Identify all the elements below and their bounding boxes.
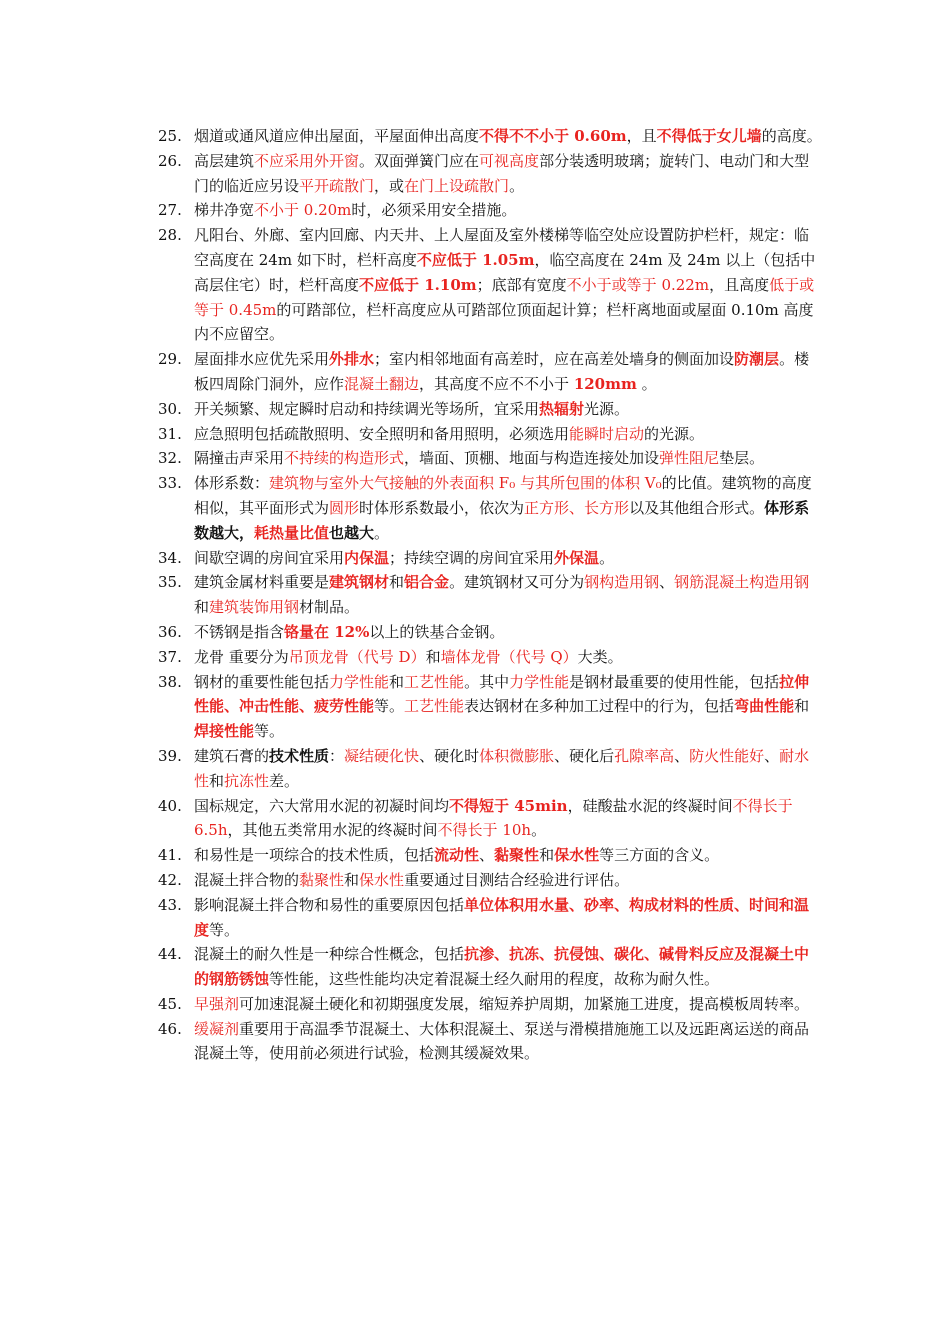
item-highlight: 低于或等于 0.45m — [194, 275, 815, 319]
item-highlight: 抗渗、抗冻、抗侵蚀、碳化、碱骨料反应及混凝土中的钢筋锈蚀 — [194, 945, 810, 989]
item-highlight: 不得长于 10h — [437, 821, 532, 840]
item-text: 建筑石膏的 — [194, 746, 270, 765]
item-highlight: 力学性能 — [329, 672, 390, 691]
item-text: 。 — [599, 548, 615, 567]
item-text: 表达钢材在多种加工过程中的行为，包括 — [464, 697, 735, 716]
item-text: 隔撞击声采用 — [194, 449, 285, 468]
item-highlight: 防潮层 — [734, 350, 780, 369]
list-item — [158, 149, 822, 199]
item-highlight: 拉伸性能、冲击性能、疲劳性能 — [194, 672, 810, 716]
item-number: 29. — [158, 350, 182, 369]
item-highlight: 单位体积用水量、砂率、构成材料的性质、时间和温度 — [194, 895, 810, 939]
item-text: 和 — [389, 672, 405, 691]
item-number: 34. — [158, 548, 182, 567]
item-text: 重要用于高温季节混凝土、大体积混凝土、泵送与滑模措施施工以及远距离运送的商品混凝土等，使用前必须进行试验，检测其缓凝效果。 — [194, 1019, 810, 1063]
item-text: 和 — [425, 647, 441, 666]
list-item — [158, 744, 822, 794]
item-text: ，且 — [626, 127, 657, 145]
item-number: 30. — [158, 399, 182, 418]
item-highlight: 在门上设疏散门 — [404, 176, 510, 195]
item-text: 建筑金属材料重要是 — [194, 573, 330, 592]
item-number: 43. — [158, 895, 182, 914]
item-text: 钢材的重要性能包括 — [194, 672, 330, 691]
item-text: ，硅酸盐水泥的终凝时间 — [567, 796, 733, 815]
item-highlight: 工艺性能 — [404, 672, 465, 691]
item-text: 。 — [636, 374, 657, 393]
item-text: 的光源。 — [644, 424, 705, 443]
list-item — [158, 422, 822, 447]
item-highlight: 弯曲性能 — [734, 697, 795, 716]
item-highlight: 体积微膨胀 — [479, 746, 555, 765]
item-highlight: 外排水 — [329, 350, 375, 369]
item-text: 、 — [674, 746, 690, 765]
item-highlight: 孔隙率高 — [614, 746, 675, 765]
item-highlight: 不应低于 1.10m — [359, 275, 477, 294]
item-text: 差。 — [269, 771, 300, 790]
item-text: ： — [329, 746, 345, 765]
item-text: 、 — [659, 573, 675, 592]
item-highlight: 热辐射 — [539, 399, 585, 418]
item-text: ，临空高度在 24m 及 24m 以上（包括中高层住宅）时，栏杆高度 — [194, 250, 816, 294]
item-highlight: 墙体龙骨（代号 Q） — [440, 647, 578, 666]
item-text: 等性能，这些性能均决定着混凝土经久耐用的程度，故称为耐久性。 — [269, 970, 720, 989]
item-number: 36. — [158, 622, 182, 641]
item-text: 以上的铁基合金钢。 — [369, 622, 505, 641]
item-text: 等。 — [374, 697, 405, 716]
item-text: 凡阳台、外廊、室内回廊、内天井、上人屋面及室外楼梯等临空处应设置防护栏杆，规定：临空高度在 24m 如下时，栏杆高度 — [194, 226, 810, 269]
list-item — [158, 223, 822, 347]
list-item — [158, 843, 822, 868]
list-item — [158, 992, 822, 1017]
item-text: ，墙面、顶棚、地面与构造连接处加设 — [404, 449, 660, 468]
list-item — [158, 942, 822, 992]
item-text: 影响混凝土拌合物和易性的重要原因包括 — [194, 895, 465, 914]
list-item — [158, 893, 822, 943]
item-text: 应急照明包括疏散照明、安全照明和备用照明，必须选用 — [194, 424, 570, 443]
item-text: 的比值。建筑物的高度相似，其平面形式为 — [194, 474, 812, 517]
list-item — [158, 471, 822, 545]
item-text: 混凝土的耐久性是一种综合性概念，包括 — [194, 945, 465, 964]
item-number: 28. — [158, 226, 182, 245]
item-highlight: 钢筋混凝土构造用钢 — [674, 573, 810, 592]
item-highlight: 不得长于 6.5h — [194, 796, 793, 840]
item-text: 等。 — [209, 920, 240, 939]
item-text: ；室内相邻地面有高差时，应在高差处墙身的侧面加设 — [374, 350, 735, 369]
item-text: 和 — [539, 846, 555, 865]
item-highlight: 混凝土翻边 — [344, 374, 420, 393]
item-highlight: 不持续的构造形式 — [284, 449, 405, 468]
item-text: 和 — [389, 573, 405, 592]
item-text: 梯井净宽 — [194, 201, 255, 220]
item-number: 33. — [158, 474, 182, 493]
item-text: 。双面弹簧门应在 — [359, 151, 480, 170]
item-highlight: 体形系数越大， — [194, 498, 810, 542]
item-text: 以及其他组合形式。 — [629, 498, 765, 517]
item-highlight: 不应低于 1.05m — [416, 250, 535, 269]
item-number: 35. — [158, 573, 182, 592]
item-highlight: 铬量在 12% — [284, 622, 370, 641]
item-text: ；底部有宽度 — [476, 275, 567, 294]
item-text: 屋面排水应优先采用 — [194, 350, 330, 369]
list-item — [158, 124, 822, 149]
item-highlight: 凝结硬化快 — [344, 746, 420, 765]
item-highlight: 力学性能 — [509, 672, 570, 691]
item-text: 等。 — [254, 722, 285, 741]
item-highlight: 耗热量比值 — [254, 523, 330, 542]
item-text: 开关频繁、规定瞬时启动和持续调光等场所，宜采用 — [194, 399, 540, 418]
item-text: 国标规定，六大常用水泥的初凝时间均 — [194, 796, 450, 815]
item-number: 40. — [158, 796, 182, 815]
item-highlight: 铝合金 — [404, 573, 450, 592]
item-highlight: 可视高度 — [479, 151, 540, 170]
list-item — [158, 670, 822, 744]
item-number: 46. — [158, 1019, 182, 1038]
numbered-list — [158, 124, 822, 1066]
item-text: 是钢材最重要的使用性能，包括 — [569, 672, 780, 691]
item-number: 42. — [158, 870, 182, 889]
item-highlight: 防火性能好 — [689, 746, 765, 765]
item-text: 、 — [479, 846, 495, 865]
item-highlight: 保水性 — [359, 870, 405, 889]
item-text: 垫层。 — [719, 449, 765, 468]
item-text: 高层建筑 — [194, 151, 255, 170]
item-highlight: 不应采用外开窗 — [254, 151, 360, 170]
item-highlight: 建筑物与室外大气接触的外表面积 F₀ 与其所包围的体积 V₀ — [269, 474, 662, 493]
item-text: 龙骨 重要分为 — [194, 647, 289, 666]
item-text: 部分装透明玻璃；旋转门、电动门和大型门的临近应另设 — [194, 151, 810, 195]
item-text: ，其高度不应不不小于 — [419, 374, 574, 393]
item-text: 时，必须采用安全措施。 — [351, 201, 517, 220]
item-highlight: 内保温 — [344, 548, 390, 567]
item-highlight: 120mm — [573, 374, 637, 393]
item-text: 和 — [209, 771, 225, 790]
item-highlight: 黏聚性 — [299, 870, 345, 889]
item-text: 的可踏部位，栏杆高度应从可踏部位顶面起计算；栏杆离地面或屋面 0.10m 高度内不应留空。 — [194, 300, 814, 344]
item-number: 27. — [158, 201, 182, 220]
item-text: 光源。 — [584, 399, 630, 418]
item-text: 、硬化后 — [554, 746, 615, 765]
item-highlight: 也越大 — [329, 523, 375, 542]
item-highlight: 不得短于 45min — [449, 796, 568, 815]
item-highlight: 不得低于女儿墙 — [656, 127, 762, 145]
item-highlight: 吊顶龙骨（代号 D） — [288, 647, 426, 666]
item-text: ，或 — [374, 176, 405, 195]
item-text: 。 — [509, 176, 525, 195]
item-number: 31. — [158, 424, 182, 443]
list-item — [158, 546, 822, 571]
item-highlight: 钢构造用钢 — [584, 573, 660, 592]
item-text: 。 — [374, 523, 390, 542]
item-text: ，其他五类常用水泥的终凝时间 — [227, 821, 438, 840]
item-highlight: 焊接性能 — [194, 722, 255, 741]
item-highlight: 耐水性 — [194, 746, 810, 790]
item-text: 。楼板四周除门洞外，应作 — [194, 350, 810, 393]
item-highlight: 圆形 — [329, 498, 360, 517]
item-highlight: 弹性阻尼 — [659, 449, 720, 468]
list-item — [158, 645, 822, 670]
item-highlight: 技术性质 — [269, 746, 330, 765]
item-highlight: 黏聚性 — [494, 846, 540, 865]
item-text: ；持续空调的房间宜采用 — [389, 548, 555, 567]
list-item — [158, 620, 822, 645]
item-highlight: 外保温 — [554, 548, 600, 567]
item-text: 大类。 — [577, 647, 623, 666]
item-number: 39. — [158, 746, 182, 765]
item-text: 。 — [531, 821, 547, 840]
item-highlight: 平开疏散门 — [299, 176, 375, 195]
item-text: 和易性是一项综合的技术性质，包括 — [194, 846, 435, 865]
item-highlight: 能瞬时启动 — [569, 424, 645, 443]
item-number: 25. — [158, 127, 182, 145]
list-item — [158, 446, 822, 471]
item-text: 、 — [764, 746, 780, 765]
item-text: ，且高度 — [709, 275, 770, 294]
item-text: 。其中 — [464, 672, 510, 691]
list-item — [158, 794, 822, 844]
item-text: 和 — [194, 598, 210, 617]
item-highlight: 缓凝剂 — [194, 1019, 240, 1038]
list-item — [158, 1017, 822, 1067]
item-highlight: 保水性 — [554, 846, 600, 865]
item-text: 的高度。 — [761, 127, 822, 145]
item-highlight: 不小于或等于 0.22m — [566, 275, 710, 294]
item-highlight: 抗冻性 — [224, 771, 270, 790]
item-highlight: 早强剂 — [194, 994, 240, 1013]
item-highlight: 不小于 0.20m — [254, 201, 352, 220]
item-number: 44. — [158, 945, 182, 964]
item-highlight: 建筑钢材 — [329, 573, 390, 592]
item-number: 38. — [158, 672, 182, 691]
item-number: 45. — [158, 994, 182, 1013]
list-item — [158, 397, 822, 422]
item-highlight: 流动性 — [434, 846, 480, 865]
item-number: 32. — [158, 449, 182, 468]
list-item — [158, 868, 822, 893]
item-text: 可加速混凝土硬化和初期强度发展，缩短养护周期，加紧施工进度，提高模板周转率。 — [239, 994, 810, 1013]
list-item — [158, 347, 822, 397]
item-text: 间歇空调的房间宜采用 — [194, 548, 345, 567]
item-text: 等三方面的含义。 — [599, 846, 720, 865]
item-number: 26. — [158, 151, 182, 170]
item-number: 41. — [158, 846, 182, 865]
item-text: 不锈钢是指含 — [194, 622, 285, 641]
item-text: 重要通过目测结合经验进行评估。 — [404, 870, 630, 889]
item-text: 材制品。 — [299, 598, 360, 617]
item-number: 37. — [158, 647, 182, 666]
list-item — [158, 570, 822, 620]
item-highlight: 正方形、长方形 — [524, 498, 630, 517]
item-text: 和 — [794, 697, 810, 716]
list-item — [158, 198, 822, 223]
item-text: 时体形系数最小，依次为 — [359, 498, 525, 517]
item-highlight: 建筑装饰用钢 — [209, 598, 300, 617]
item-highlight: 不得不不小于 0.60m — [479, 127, 627, 145]
item-highlight: 工艺性能 — [404, 697, 465, 716]
item-text: 体形系数： — [194, 474, 270, 493]
item-text: 、硬化时 — [419, 746, 480, 765]
item-text: 和 — [344, 870, 360, 889]
item-text: 烟道或通风道应伸出屋面，平屋面伸出高度 — [194, 127, 480, 145]
item-text: 。建筑钢材又可分为 — [449, 573, 585, 592]
item-text: 混凝土拌合物的 — [194, 870, 300, 889]
